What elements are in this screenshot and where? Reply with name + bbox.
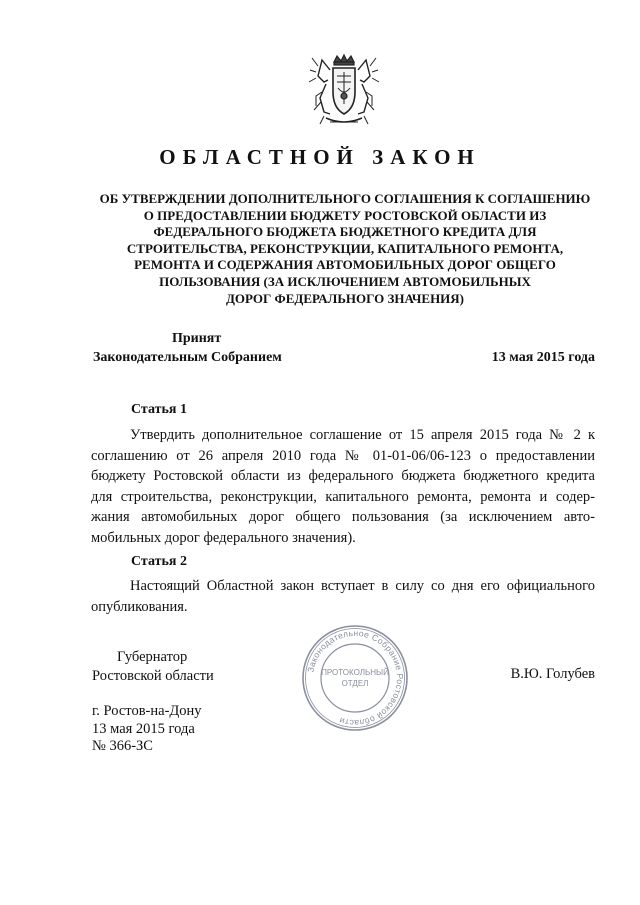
law-title (95, 191, 595, 307)
law-title-line: РЕМОНТА И СОДЕРЖАНИЯ АВТОМОБИЛЬНЫХ ДОРОГ ОБЩЕГО (134, 257, 556, 273)
article-1-line: бюджету Ростовской области из федерального бюджета бюджетного кредита (91, 468, 595, 485)
place-date-number (92, 703, 202, 756)
article-2-heading: Статья 2 (131, 554, 187, 569)
article-2-line: опубликования. (91, 598, 188, 615)
law-title-line: ДОРОГ ФЕДЕРАЛЬНОГО ЗНАЧЕНИЯ) (225, 290, 465, 306)
adoption-date: 13 мая 2015 года (491, 350, 595, 365)
signer-title-line: Ростовской области (92, 668, 214, 684)
article-1-line: жания автомобильных дорог общего пользования (за исключением авто- (91, 509, 595, 526)
law-title-line: ОБ УТВЕРЖДЕНИИ ДОПОЛНИТЕЛЬНОГО СОГЛАШЕНИЯ К СОГЛАШЕНИЮ (99, 191, 591, 206)
article-1-line: для строительства, реконструкции, капитального ремонта, ремонта и содер- (91, 488, 595, 505)
law-type-heading: ОБЛАСТНОЙ ЗАКОН (159, 145, 481, 169)
seal-inner-line: ОТДЕЛ (341, 679, 369, 688)
article-1-line: мобильных дорог федерального значения). (91, 529, 356, 546)
place-date: 13 мая 2015 года (92, 720, 195, 737)
adopted-by: Законодательным Собранием (93, 350, 282, 365)
seal-inner-line: ПРОТОКОЛЬНЫЙ (321, 668, 389, 677)
coat-of-arms-icon (304, 52, 384, 132)
article-1-heading: Статья 1 (131, 402, 187, 417)
article-2-text (91, 576, 595, 617)
law-title-line: ФЕДЕРАЛЬНОГО БЮДЖЕТА БЮДЖЕТНОГО КРЕДИТА ДЛЯ (153, 224, 537, 240)
signer-title (92, 648, 214, 686)
law-number: № 366-ЗС (92, 738, 153, 754)
article-1-text (91, 425, 595, 549)
law-title-line: СТРОИТЕЛЬСТВА, РЕКОНСТРУКЦИИ, КАПИТАЛЬНОГО РЕМОНТА, (126, 240, 564, 256)
article-1-line: соглашению от 26 апреля 2010 года № 01-01-06/06-123 о предоставлении (91, 447, 595, 464)
signer-name: В.Ю. Голубев (510, 666, 595, 682)
official-seal (300, 623, 410, 733)
law-title-line: ПОЛЬЗОВАНИЯ (ЗА ИСКЛЮЧЕНИЕМ АВТОМОБИЛЬНЫХ (159, 273, 531, 289)
article-1-line: Утвердить дополнительное соглашение от 15 апреля 2015 года № 2 к (130, 427, 595, 443)
signer-title-line: Губернатор (117, 649, 188, 665)
seal-outer-text: Законодательное Собрание Ростовской области (305, 627, 406, 729)
place-city: г. Ростов-на-Дону (92, 703, 202, 719)
adopted-label: Принят (172, 331, 222, 346)
law-title-line: О ПРЕДОСТАВЛЕНИИ БЮДЖЕТУ РОСТОВСКОЙ ОБЛАСТИ ИЗ (143, 207, 547, 223)
article-2-line: Настоящий Областной закон вступает в силу со дня его официального (130, 578, 595, 594)
